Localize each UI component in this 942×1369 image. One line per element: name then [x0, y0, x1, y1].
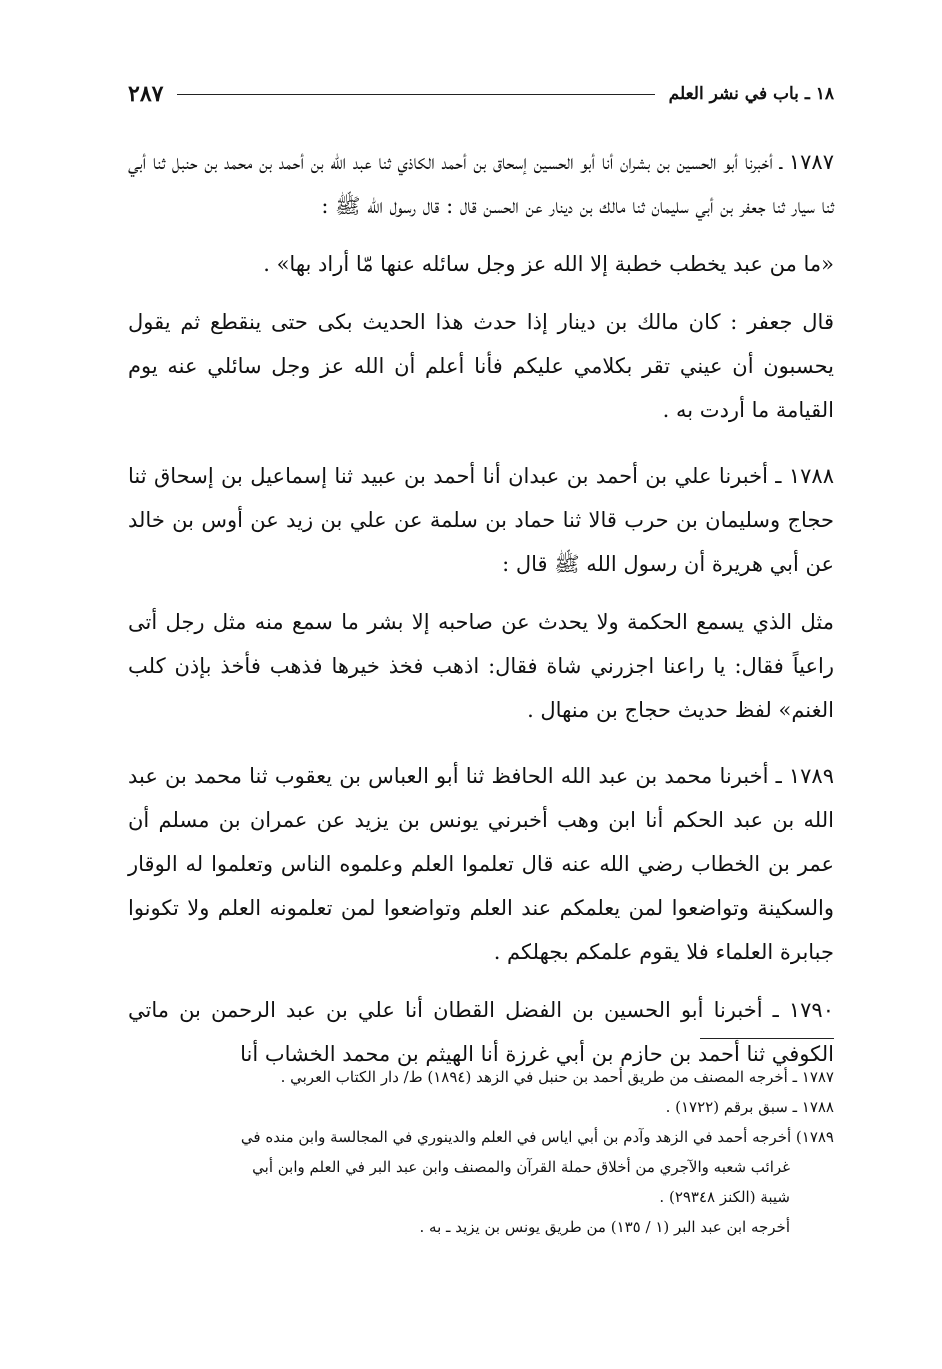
footnote-1789-line3: شيبة (الكنز ٢٩٣٤٨) . [659, 1188, 790, 1206]
hadith-1787-matn: «ما من عبد يخطب خطبة إلا الله عز وجل سائله عنها مّا أراد بها» . [263, 252, 834, 276]
page-number: ٢٨٧ [128, 81, 164, 107]
footnote-1789-line4: أخرجه ابن عبد البر (١ / ١٣٥) من طريق يونس بن يزيد ـ به . [419, 1218, 790, 1236]
footnote-1789-line2: غرائب شعبه والآجري من أخلاق حملة القرآن والمصنف وابن عبد البر في العلم وابن أبي [252, 1158, 790, 1176]
hadith-1788-matn: مثل الذي يسمع الحكمة ولا يحدث عن صاحبه إلا بشر ما سمع منه مثل رجل أتى راعياً فقال: يا راعنا اجزرني شاة فقال: اذهب فخذ خيرها فذهب فأخذ بإذن كلب الغنم» لفظ حديث حجاج بن منهال . [128, 610, 834, 722]
main-text [128, 140, 834, 1090]
hadith-1790: ١٧٩٠ ـ أخبرنا أبو الحسين بن الفضل القطان أنا علي بن عبد الرحمن بن ماتي الكوفي ثنا أحمد بن حازم بن أبي غرزة أنا الهيثم بن محمد الخشاب أنا [128, 998, 834, 1066]
hadith-1787-comment: قال جعفر : كان مالك بن دينار إذا حدث هذا الحديث بكى حتى ينقطع ثم يقول يحسبون أن عيني تقر بكلامي عليكم فأنا أعلم أن الله عز وجل سائلي عنه يوم القيامة ما أردت به . [128, 310, 834, 422]
footnote-separator [700, 1038, 834, 1039]
chapter-title: ١٨ ـ باب في نشر العلم [668, 84, 834, 104]
footnotes [128, 1062, 834, 1242]
footnote-1787: ١٧٨٧ ـ أخرجه المصنف من طريق أحمد بن حنبل في الزهد (١٨٩٤) ط/ دار الكتاب العربي . [280, 1068, 834, 1086]
hadith-1787-isnad: ١٧٨٧ ـ أخبرنا أبو الحسين بن بشران أنا أبو الحسين إسحاق بن أحمد الكاذي ثنا عبد الله بن أحمد بن محمد بن حنبل ثنا أبي ثنا سيار ثنا جعفر بن أبي سليمان ثنا مالك بن دينار عن الحسن قال : قال رسول الله ﷺ : [128, 150, 834, 218]
hadith-1789: ١٧٨٩ ـ أخبرنا محمد بن عبد الله الحافظ ثنا أبو العباس بن يعقوب ثنا محمد بن عبد الله بن عبد الحكم أنا ابن وهب أخبرني يونس بن يزيد عن عمران بن مسلم أن عمر بن الخطاب رضي الله عنه قال تعلموا العلم وعلموه الناس وتعلموا له الوقار والسكينة وتواضعوا لمن يعلمكم عند العلم وتواضعوا لمن تعلمونه العلم ولا تكونوا جبابرة العلماء فلا يقوم علمكم بجهلكم . [128, 764, 834, 964]
footnote-1789-line1: ١٧٨٩) أخرجه أحمد في الزهد وآدم بن أبي اياس في العلم والدينوري في المجالسة وابن منده في [240, 1128, 834, 1146]
hadith-1788-isnad: ١٧٨٨ ـ أخبرنا علي بن أحمد بن عبدان أنا أحمد بن عبيد ثنا إسماعيل بن إسحاق ثنا حجاج وسليمان بن حرب قالا ثنا حماد بن سلمة عن علي بن زيد عن أوس بن خالد عن أبي هريرة أن رسول الله ﷺ قال : [128, 464, 834, 576]
running-header [128, 74, 834, 114]
header-rule [177, 94, 654, 95]
footnote-1788: ١٧٨٨ ـ سبق برقم (١٧٢٢) . [665, 1098, 834, 1116]
